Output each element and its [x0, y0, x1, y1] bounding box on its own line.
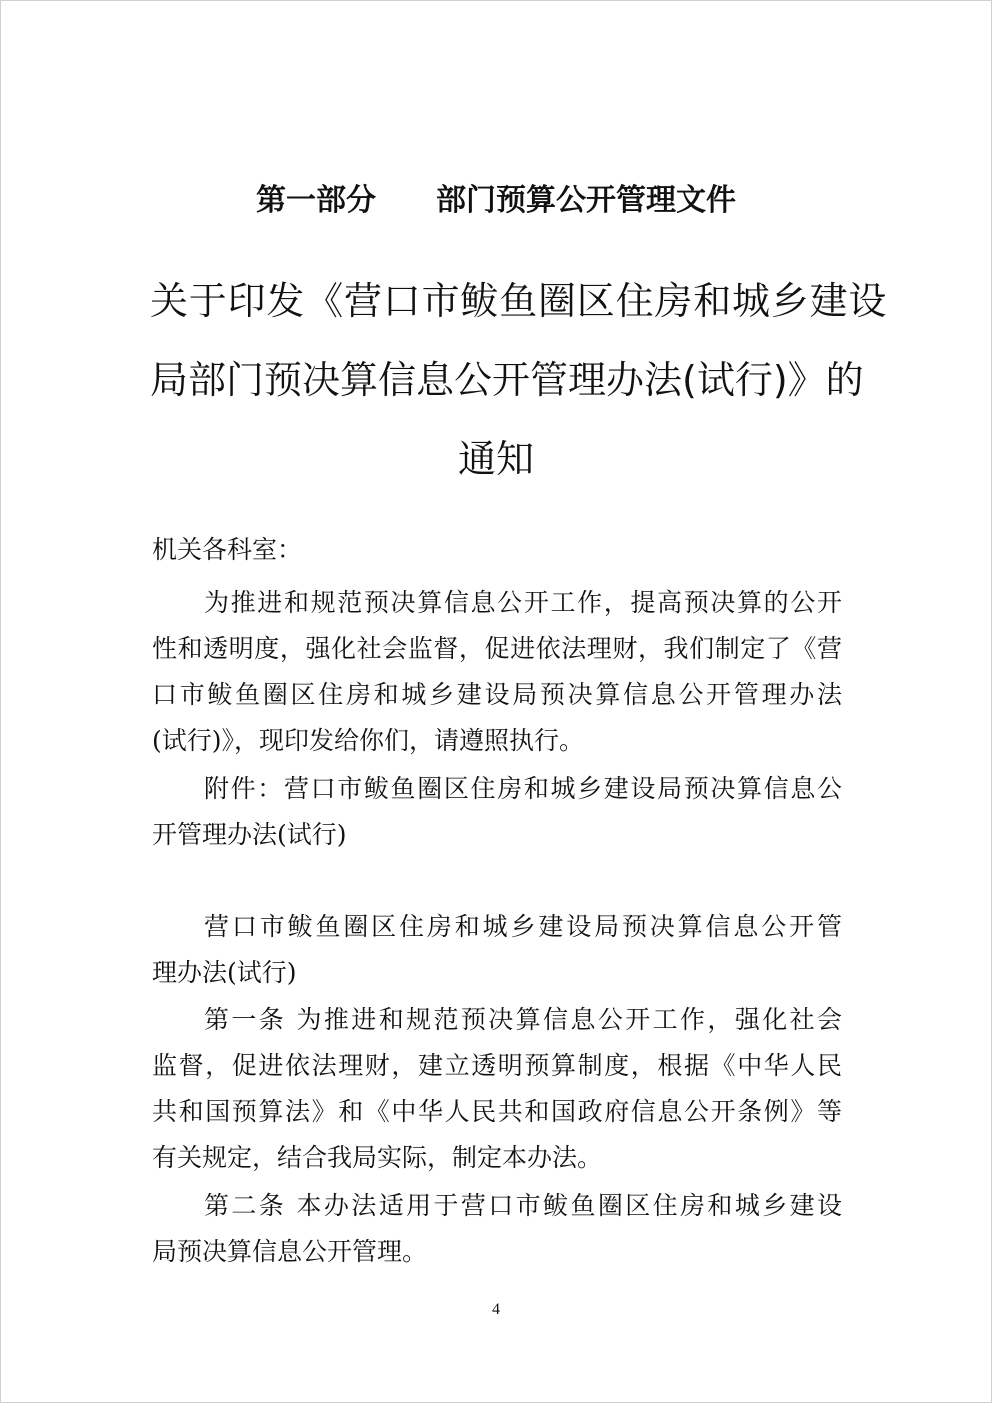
section-part-label: 第一部分 [256, 183, 376, 218]
attachment-line: 开管理办法(试行) [152, 820, 347, 849]
document-title-line-2: 局部门预决算信息公开管理办法(试行)》的 [150, 358, 864, 402]
attachment-line: 附件：营口市鲅鱼圈区住房和城乡建设局预决算信息公 [204, 774, 842, 803]
article-1-line: 监督，促进依法理财，建立透明预算制度，根据《中华人民 [152, 1051, 842, 1080]
paragraph-line: (试行)》，现印发给你们，请遵照执行。 [152, 726, 585, 755]
article-2-line: 局预决算信息公开管理。 [152, 1237, 428, 1266]
article-2-line: 第二条 本办法适用于营口市鲅鱼圈区住房和城乡建设 [204, 1191, 842, 1220]
article-1-line: 有关规定，结合我局实际，制定本办法。 [152, 1143, 603, 1172]
measure-title-line: 营口市鲅鱼圈区住房和城乡建设局预决算信息公开管 [204, 912, 842, 941]
document-title-line-3: 通知 [457, 437, 534, 481]
measure-title-line: 理办法(试行) [152, 958, 297, 987]
article-1-line: 共和国预算法》和《中华人民共和国政府信息公开条例》等 [152, 1097, 842, 1126]
paragraph-line: 为推进和规范预决算信息公开工作，提高预决算的公开 [204, 588, 842, 617]
paragraph-line: 性和透明度，强化社会监督，促进依法理财，我们制定了《营 [152, 634, 842, 663]
section-title: 部门预算公开管理文件 [436, 183, 736, 218]
article-1-line: 第一条 为推进和规范预决算信息公开工作，强化社会 [204, 1005, 842, 1034]
page-number: 4 [492, 1301, 500, 1318]
document-title-line-1: 关于印发《营口市鲅鱼圈区住房和城乡建设 [150, 279, 888, 323]
section-heading [0, 176, 992, 226]
paragraph-line: 口市鲅鱼圈区住房和城乡建设局预决算信息公开管理办法 [152, 680, 842, 709]
addressee: 机关各科室： [152, 535, 303, 564]
